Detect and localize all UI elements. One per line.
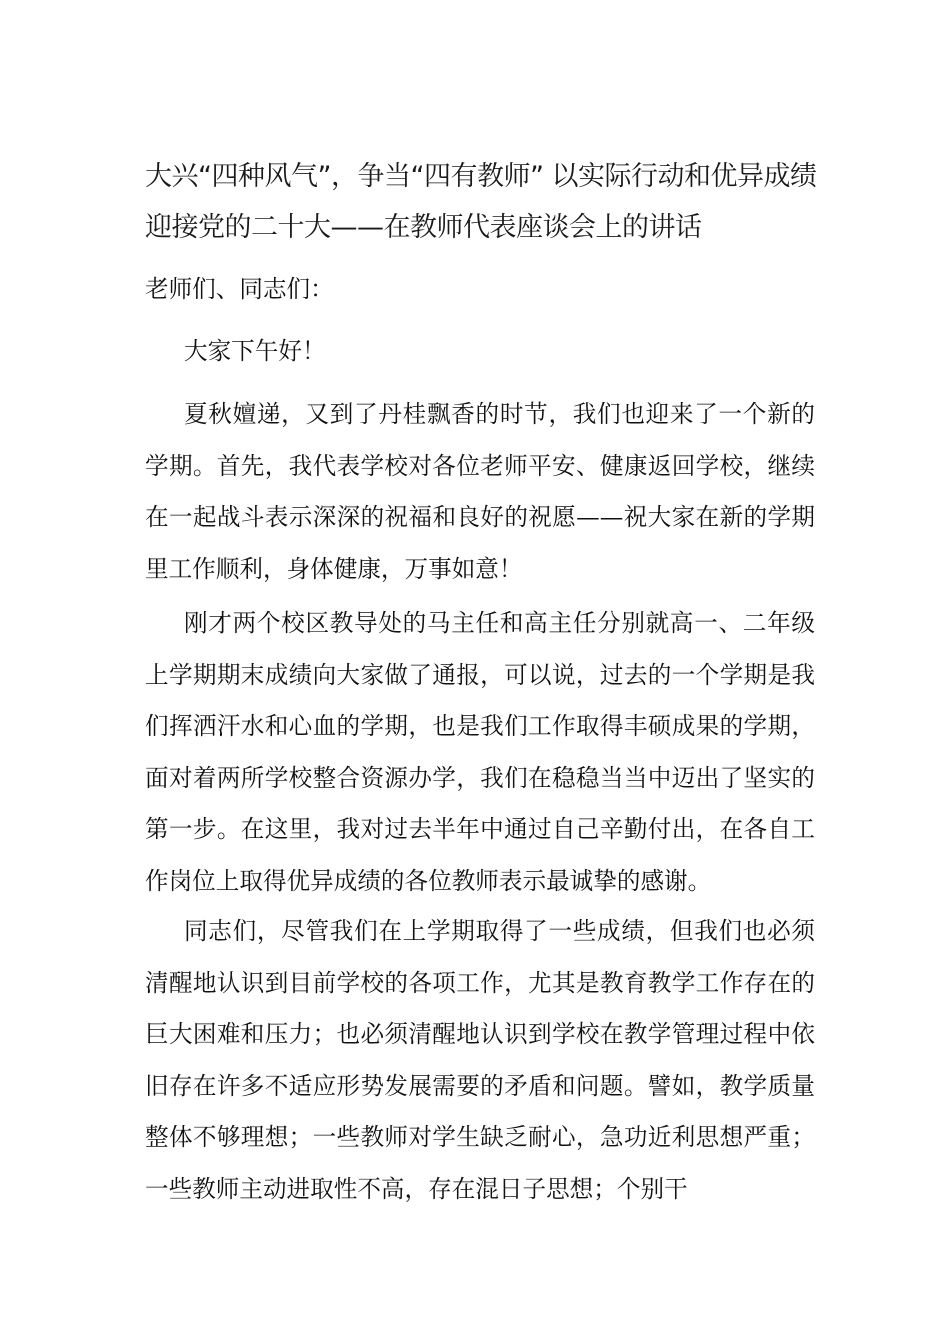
document-title [145,151,825,253]
salutation: 老师们、同志们： [145,275,334,303]
paragraph-3: 同志们，尽管我们在上学期取得了一些成绩，但我们也必须清醒地认识到目前学校的各项工作，尤其是教育教学工作存在的巨大困难和压力；也必须清醒地认识到学校在教学管理过程中依旧存在许多不适应形势发展需要的矛盾和问题。譬如，教学质量整体不够理想；一些教师对学生缺乏耐心，急功近利思想严重；一些教师主动进取性不高，存在混日子思想；个别干 [145,917,815,1203]
title-line-2: 迎接党的二十大——在教师代表座谈会上的讲话 [145,212,702,243]
paragraph-1: 夏秋嬗递，又到了丹桂飘香的时节，我们也迎来了一个新的学期。首先，我代表学校对各位老师平安、健康返回学校，继续在一起战斗表示深深的祝福和良好的祝愿——祝大家在新的学期里工作顺利，身体健康，万事如意！ [145,400,815,583]
paragraph-2: 刚才两个校区教导处的马主任和高主任分别就高一、二年级上学期期末成绩向大家做了通报，可以说，过去的一个学期是我们挥洒汗水和心血的学期，也是我们工作取得丰硕成果的学期，面对着两所学校整合资源办学，我们在稳稳当当中迈出了坚实的第一步。在这里，我对过去半年中通过自己辛勤付出，在各自工作岗位上取得优异成绩的各位教师表示最诚挚的感谢。 [145,609,815,895]
greeting: 大家下午好！ [184,337,326,365]
title-line-1: 大兴“四种风气”，争当“四有教师” 以实际行动和优异成绩 [145,161,817,192]
